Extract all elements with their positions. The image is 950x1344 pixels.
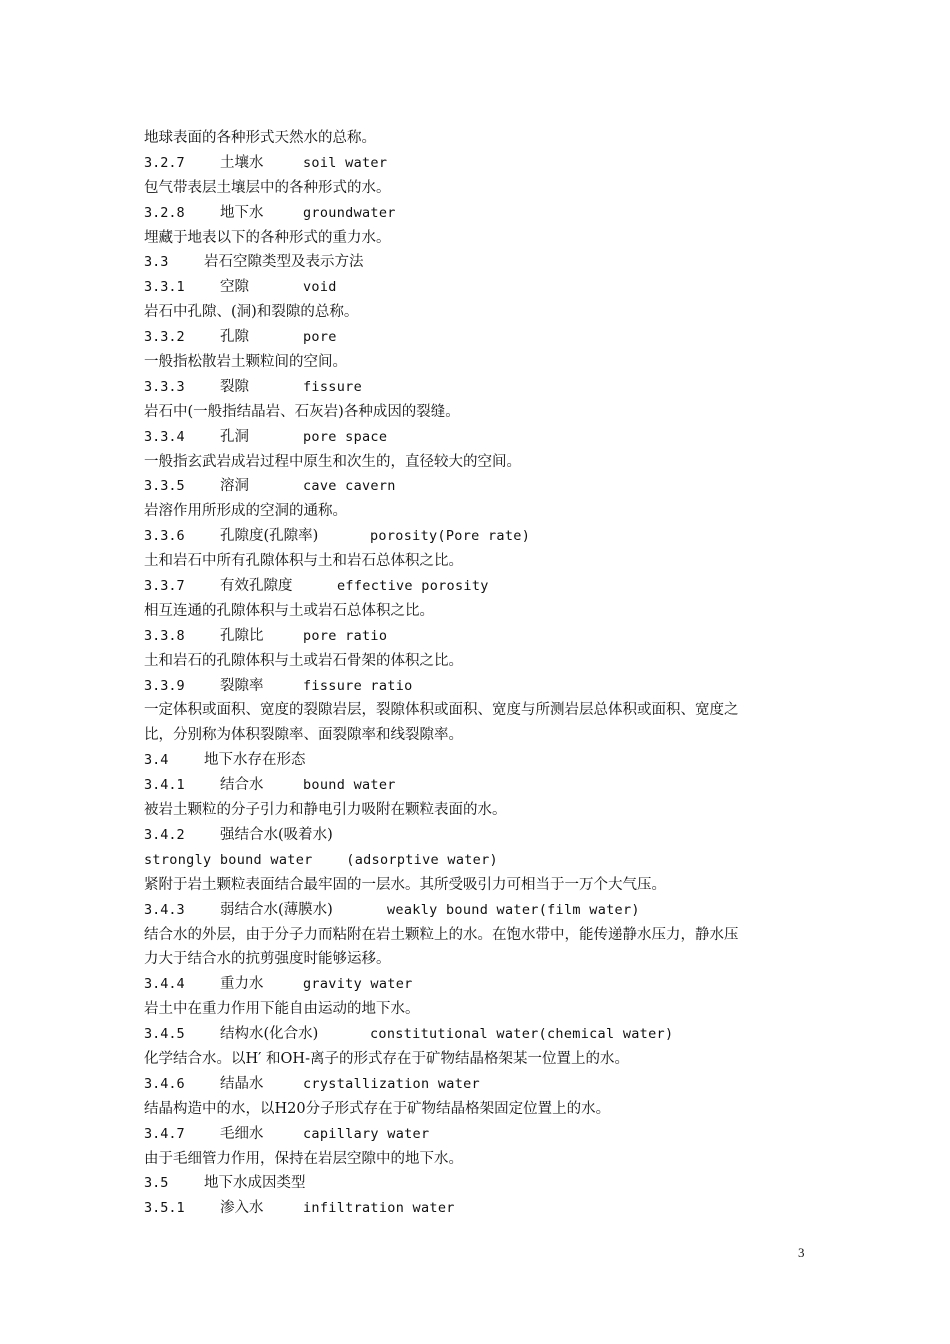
term-number: 3.4.4 [144, 976, 185, 993]
term-chinese: 结合水 [220, 777, 264, 794]
term-english-line: strongly bound water (adsorptive water) [144, 851, 498, 868]
term-chinese: 结构水(化合水) [220, 1026, 319, 1043]
term-number: 3.4.6 [144, 1075, 185, 1092]
definition-text: 一般指松散岩土颗粒间的空间。 [144, 354, 347, 371]
term-chinese: 强结合水(吸着水) [220, 826, 333, 843]
term-number: 3.2.7 [144, 154, 185, 171]
page-number: 3 [798, 1245, 805, 1260]
term-number: 3.4.5 [144, 1026, 185, 1043]
term-number: 3.4.1 [144, 777, 185, 794]
term-chinese: 地下水 [220, 204, 264, 221]
definition-text: 相互连通的孔隙体积与土或岩石总体积之比。 [144, 602, 434, 619]
term-number: 3.4.2 [144, 826, 185, 843]
term-number: 3.4.3 [144, 901, 185, 918]
term-entry [144, 425, 810, 450]
definition-text: 岩土中在重力作用下能自由运动的地下水。 [144, 1001, 420, 1018]
term-chinese: 裂隙 [220, 378, 249, 395]
definition-text: 结合水的外层，由于分子力而粘附在岩土颗粒上的水。在饱水带中，能传递静水压力，静水压 [144, 926, 739, 943]
section-title: 岩石空隙类型及表示方法 [204, 254, 364, 271]
term-number: 3.2.8 [144, 204, 185, 221]
definition-text: 力大于结合水的抗剪强度时能够运移。 [144, 951, 391, 968]
term-chinese: 有效孔隙度 [220, 578, 293, 595]
term-entry [144, 474, 810, 499]
definition-text: 土和岩石中所有孔隙体积与土和岩石总体积之比。 [144, 553, 463, 570]
definition-text: 被岩土颗粒的分子引力和静电引力吸附在颗粒表面的水。 [144, 802, 507, 819]
term-entry [144, 275, 810, 300]
section-number: 3.4 [144, 752, 169, 769]
term-chinese: 结晶水 [220, 1075, 264, 1092]
term-english: void [303, 279, 337, 296]
term-chinese: 孔洞 [220, 428, 249, 445]
term-chinese: 毛细水 [220, 1125, 264, 1142]
section-heading [144, 250, 810, 275]
term-entry [144, 624, 810, 649]
term-number: 3.5.1 [144, 1200, 185, 1217]
term-chinese: 弱结合水(薄膜水) [220, 901, 333, 918]
term-english: fissure [303, 378, 362, 395]
definition-text: 岩溶作用所形成的空洞的通称。 [144, 503, 347, 520]
term-english: cave cavern [303, 478, 396, 495]
term-chinese: 孔隙 [220, 329, 249, 346]
term-number: 3.3.7 [144, 578, 185, 595]
term-entry [144, 375, 810, 400]
definition-text: 一般指玄武岩成岩过程中原生和次生的，直径较大的空间。 [144, 453, 521, 470]
section-title: 地下水成因类型 [204, 1175, 306, 1192]
term-number: 3.3.8 [144, 627, 185, 644]
term-entry [144, 898, 810, 923]
term-entry [144, 972, 810, 997]
term-entry [144, 1122, 810, 1147]
term-number: 3.3.6 [144, 528, 185, 545]
term-english: pore ratio [303, 627, 388, 644]
term-english: effective porosity [337, 578, 489, 595]
term-english: bound water [303, 777, 396, 794]
definition-text: 土和岩石的孔隙体积与土或岩石骨架的体积之比。 [144, 652, 463, 669]
term-chinese: 渗入水 [220, 1200, 264, 1217]
section-heading [144, 748, 810, 773]
term-english: crystallization water [303, 1075, 480, 1092]
section-title: 地下水存在形态 [204, 752, 306, 769]
term-entry [144, 524, 810, 549]
term-chinese: 孔隙度(孔隙率) [220, 528, 319, 545]
document-body [144, 126, 810, 1221]
term-english: weakly bound water(film water) [387, 901, 640, 918]
term-english: pore space [303, 428, 388, 445]
definition-text: 岩石中(一般指结晶岩、石灰岩)各种成因的裂缝。 [144, 403, 460, 420]
definition-text: 化学结合水。以H′ 和OH-离子的形式存在于矿物结晶格架某一位置上的水。 [144, 1050, 629, 1067]
definition-text: 包气带表层土壤层中的各种形式的水。 [144, 179, 391, 196]
term-chinese: 孔隙比 [220, 627, 264, 644]
term-chinese: 土壤水 [220, 154, 264, 171]
term-entry [144, 151, 810, 176]
term-number: 3.3.3 [144, 378, 185, 395]
term-english: gravity water [303, 976, 413, 993]
definition-text: 比，分别称为体积裂隙率、面裂隙率和线裂隙率。 [144, 727, 463, 744]
term-number: 3.4.7 [144, 1125, 185, 1142]
term-number: 3.3.9 [144, 677, 185, 694]
term-entry [144, 201, 810, 226]
term-chinese: 空隙 [220, 279, 249, 296]
term-entry [144, 1022, 810, 1047]
term-entry [144, 1072, 810, 1097]
term-entry [144, 574, 810, 599]
term-number: 3.3.5 [144, 478, 185, 495]
definition-text: 埋藏于地表以下的各种形式的重力水。 [144, 229, 391, 246]
term-english: fissure ratio [303, 677, 413, 694]
term-entry [144, 674, 810, 699]
definition-text: 岩石中孔隙、(洞)和裂隙的总称。 [144, 304, 359, 321]
term-number: 3.3.1 [144, 279, 185, 296]
term-entry [144, 823, 810, 848]
term-chinese: 裂隙率 [220, 677, 264, 694]
term-entry [144, 1196, 810, 1221]
section-number: 3.3 [144, 254, 169, 271]
term-english: pore [303, 329, 337, 346]
section-number: 3.5 [144, 1175, 169, 1192]
term-entry [144, 773, 810, 798]
term-chinese: 溶洞 [220, 478, 249, 495]
term-english: capillary water [303, 1125, 430, 1142]
term-english: infiltration water [303, 1200, 455, 1217]
definition-text: 紧附于岩土颗粒表面结合最牢固的一层水。其所受吸引力可相当于一万个大气压。 [144, 876, 666, 893]
term-english: porosity(Pore rate) [370, 528, 531, 545]
term-entry [144, 325, 810, 350]
term-english: groundwater [303, 204, 396, 221]
definition-text: 一定体积或面积、宽度的裂隙岩层，裂隙体积或面积、宽度与所测岩层总体积或面积、宽度之 [144, 702, 739, 719]
term-number: 3.3.2 [144, 329, 185, 346]
term-english: soil water [303, 154, 388, 171]
section-heading [144, 1171, 810, 1196]
definition-text: 由于毛细管力作用，保持在岩层空隙中的地下水。 [144, 1150, 463, 1167]
term-english: constitutional water(chemical water) [370, 1026, 674, 1043]
term-number: 3.3.4 [144, 428, 185, 445]
term-chinese: 重力水 [220, 976, 264, 993]
definition-text: 地球表面的各种形式天然水的总称。 [144, 130, 376, 146]
definition-text: 结晶构造中的水，以H20分子形式存在于矿物结晶格架固定位置上的水。 [144, 1100, 611, 1117]
